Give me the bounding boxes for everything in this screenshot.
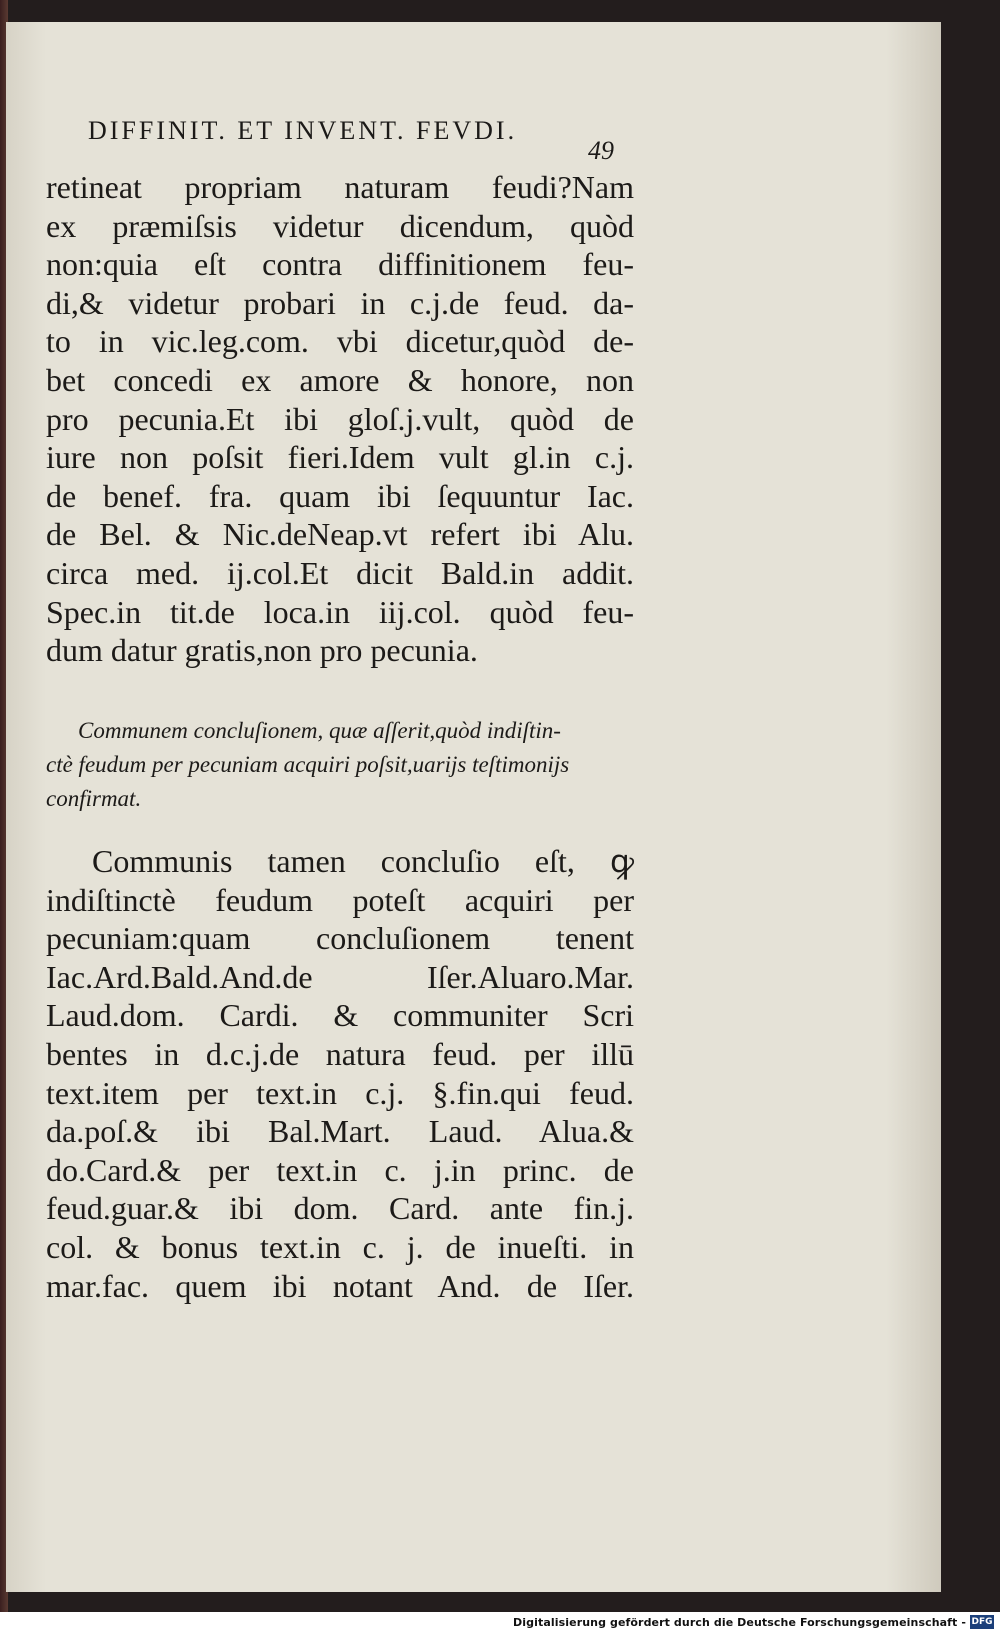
running-head: DIFFINIT. ET INVENT. FEVDI.: [88, 116, 518, 145]
text-line: mar.fac. quem ibi notant And. de Iſer.: [46, 1267, 634, 1304]
text-line: text.item per text.in c.j. §.fin.qui feud.: [46, 1074, 634, 1111]
text-line: retineat propriam naturam feudi?Nam: [46, 169, 634, 205]
text-line: col. & bonus text.in c. j. de inueſti. in: [46, 1228, 634, 1265]
text-line: bentes in d.c.j.de natura feud. per illū: [46, 1035, 634, 1072]
text-line: circa med. ij.col.Et dicit Bald.in addit.: [46, 554, 634, 591]
text-line: Iac.Ard.Bald.And.de Iſer.Aluaro.Mar.: [46, 958, 634, 995]
note-line: ctè feudum per pecuniam acquiri poſsit,uarijs teſtimonijs: [46, 752, 570, 777]
paragraph-1: [46, 168, 634, 670]
digitization-credit: Digitalisierung gefördert durch die Deutsche Forschungsgemeinschaft -: [513, 1616, 966, 1629]
text-line: pecuniam:quam concluſionem tenent: [46, 920, 634, 957]
note-line: confirmat.: [46, 786, 142, 811]
paragraph-2: [46, 842, 634, 1305]
text-line: non:quia eſt contra diffinitionem feu-: [46, 246, 634, 283]
text-line: iure non poſsit fieri.Idem vult gl.in c.j.: [46, 439, 634, 476]
text-line: Laud.dom. Cardi. & communiter Scri: [46, 997, 634, 1034]
text-line: de benef. fra. quam ibi ſequuntur Iac.: [46, 477, 634, 514]
text-line: Spec.in tit.de loca.in iij.col. quòd feu-: [46, 593, 634, 630]
footer-bar: [0, 1612, 1000, 1634]
text-line: da.poſ.& ibi Bal.Mart. Laud. Alua.&: [46, 1113, 634, 1150]
note-line: Communem concluſionem, quæ aſſerit,quòd indiſtin-: [78, 718, 561, 743]
marginal-note: [46, 714, 634, 816]
text-line: to in vic.leg.com. vbi dicetur,quòd de-: [46, 323, 634, 360]
text-line: pro pecunia.Et ibi gloſ.j.vult, quòd de: [46, 400, 634, 437]
folio-number: 49: [588, 136, 614, 165]
text-line: Communis tamen concluſio eſt, ꝙ: [92, 843, 634, 879]
text-line: indiſtinctè feudum poteſt acquiri per: [46, 881, 634, 918]
text-line: di,& videtur probari in c.j.de feud. da-: [46, 284, 634, 321]
text-line: dum datur gratis,non pro pecunia.: [46, 632, 478, 669]
text-line: de Bel. & Nic.deNeap.vt refert ibi Alu.: [46, 516, 634, 553]
text-line: do.Card.& per text.in c. j.in princ. de: [46, 1151, 634, 1188]
text-line: bet concedi ex amore & honore, non: [46, 361, 634, 398]
text-line: ex præmiſsis videtur dicendum, quòd: [46, 207, 634, 244]
text-line: feud.guar.& ibi dom. Card. ante fin.j.: [46, 1190, 634, 1227]
dfg-logo: DFG: [971, 1617, 993, 1627]
